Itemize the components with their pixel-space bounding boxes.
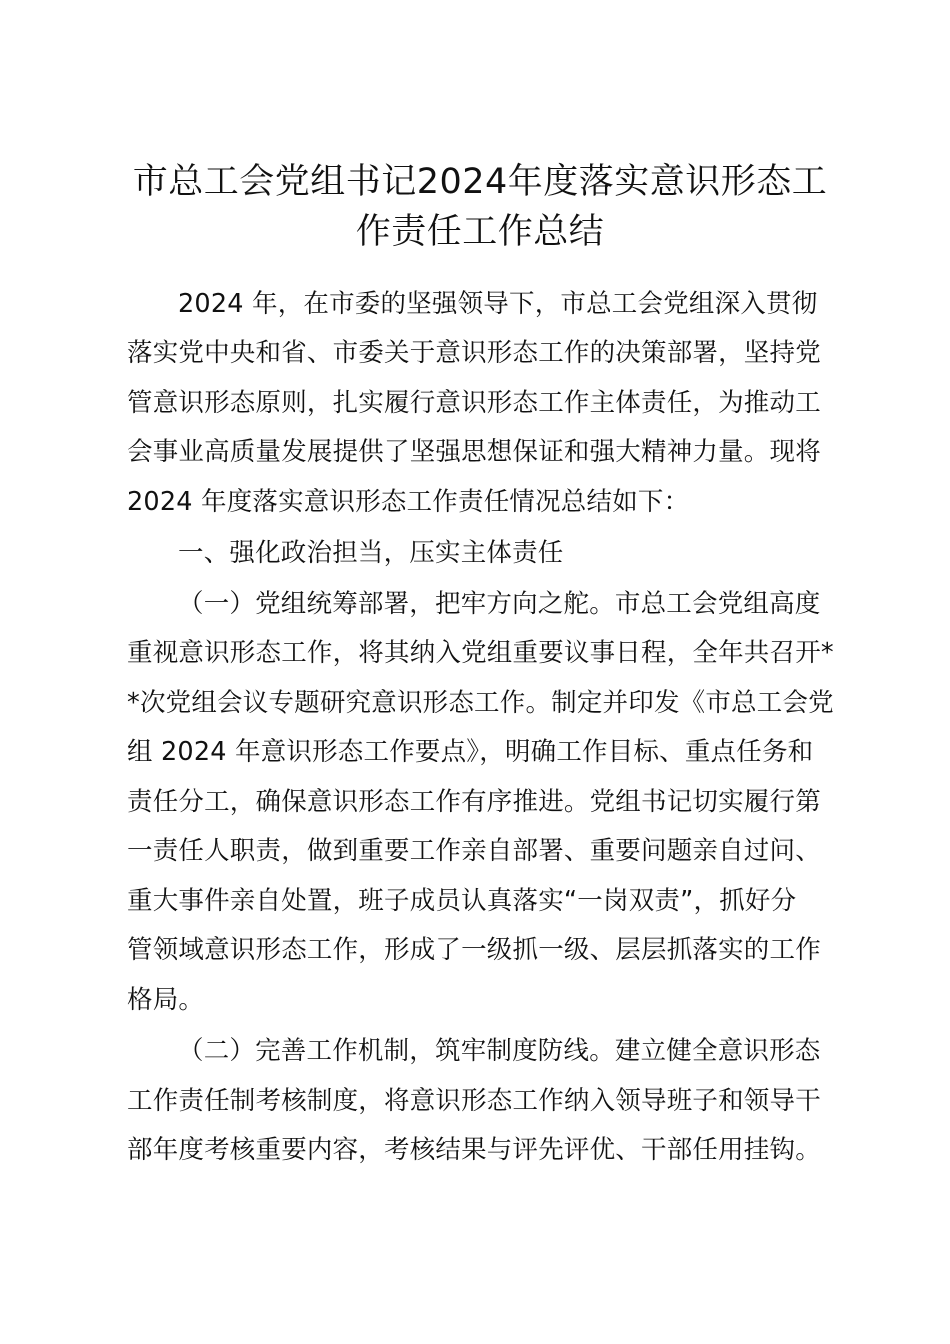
body-line: 管领域意识形态工作，形成了一级抓一级、层层抓落实的工作 (127, 935, 821, 965)
body-line: 责任分工，确保意识形态工作有序推进。党组书记切实履行第 (127, 787, 821, 817)
body-line: 组 2024 年意识形态工作要点》，明确工作目标、重点任务和 (127, 737, 814, 767)
body-line: （二）完善工作机制，筑牢制度防线。建立健全意识形态 (178, 1036, 821, 1066)
body-line: 重视意识形态工作，将其纳入党组重要议事日程，全年共召开* (127, 638, 834, 668)
body-line: 工作责任制考核制度，将意识形态工作纳入领导班子和领导干 (127, 1086, 821, 1116)
document-title-line-1: 市总工会党组书记2024年度落实意识形态工 (132, 162, 828, 202)
document-title-line-2: 作责任工作总结 (355, 212, 605, 252)
body-line: 管意识形态原则，扎实履行意识形态工作主体责任，为推动工 (127, 388, 821, 418)
body-line: 部年度考核重要内容，考核结果与评先评优、干部任用挂钩。 (127, 1135, 821, 1165)
body-line: 格局。 (127, 985, 205, 1015)
body-line: 落实党中央和省、市委关于意识形态工作的决策部署，坚持党 (127, 338, 821, 368)
body-line: 重大事件亲自处置，班子成员认真落实“一岗双责”，抓好分 (127, 886, 797, 916)
body-line: （一）党组统筹部署，把牢方向之舵。市总工会党组高度 (178, 589, 821, 619)
body-line: 2024 年度落实意识形态工作责任情况总结如下： (127, 487, 690, 517)
section-heading: 一、强化政治担当，压实主体责任 (178, 538, 564, 568)
body-line: 2024 年，在市委的坚强领导下，市总工会党组深入贯彻 (178, 289, 818, 319)
body-line: 一责任人职责，做到重要工作亲自部署、重要问题亲自过问、 (127, 836, 821, 866)
body-line: 会事业高质量发展提供了坚强思想保证和强大精神力量。现将 (127, 437, 821, 467)
body-line: *次党组会议专题研究意识形态工作。制定并印发《市总工会党 (127, 688, 834, 718)
